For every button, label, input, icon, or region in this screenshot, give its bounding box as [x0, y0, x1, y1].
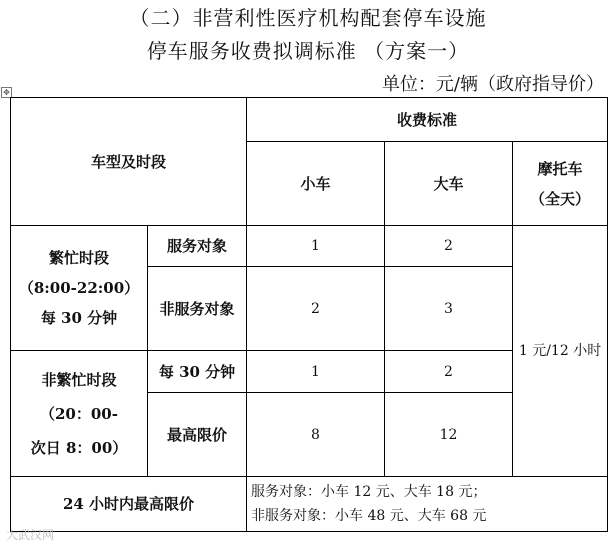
non-busy-cap-label: 最高限价 [148, 393, 247, 477]
non-busy-per30-label: 每 30 分钟 [148, 351, 247, 393]
non-busy-cap-large: 12 [385, 393, 513, 477]
non-busy-period-label: 非繁忙时段 [41, 370, 117, 389]
unit-note: 单位：元/辆（政府指导价） [381, 74, 604, 95]
non-busy-per30-small: 1 [247, 351, 385, 393]
non-busy-cap-small: 8 [247, 393, 385, 477]
non-busy-hours-line2: 次日 8：00） [30, 438, 128, 457]
non-busy-period-cell [11, 351, 148, 477]
watermark: 大武汉网 [6, 528, 55, 542]
fee-table [10, 97, 608, 532]
busy-period-label: 繁忙时段 [48, 249, 109, 267]
busy-non-service-label: 非服务对象 [148, 267, 247, 351]
non-busy-hours-line1: （20：00- [40, 404, 118, 423]
motorcycle-label: 摩托车 [537, 159, 583, 178]
cap-24h-service: 服务对象：小车 12 元、大车 18 元； [251, 484, 487, 500]
cap-24h-label: 24 小时内最高限价 [11, 477, 247, 532]
non-busy-per30-large: 2 [385, 351, 513, 393]
busy-service-small: 1 [247, 226, 385, 267]
busy-period-hours: （8:00-22:00） [18, 279, 140, 297]
motorcycle-all-day: （全天） [530, 189, 591, 208]
header-type-time: 车型及时段 [11, 98, 247, 226]
cap-24h-detail [247, 477, 608, 532]
header-motorcycle [513, 142, 608, 226]
document-title: （二）非营利性医疗机构配套停车设施 [129, 6, 487, 30]
busy-service-large: 2 [385, 226, 513, 267]
busy-period-unit: 每 30 分钟 [40, 309, 118, 327]
motorcycle-fee: 1 元/12 小时 [513, 226, 608, 477]
document-subtitle: 停车服务收费拟调标准 （方案一） [146, 39, 470, 63]
busy-period-cell [11, 226, 148, 351]
table-move-handle-icon[interactable]: ✥ [1, 87, 12, 98]
header-small-car: 小车 [247, 142, 385, 226]
header-large-car: 大车 [385, 142, 513, 226]
busy-non-service-large: 3 [385, 267, 513, 351]
busy-service-label: 服务对象 [148, 226, 247, 267]
busy-non-service-small: 2 [247, 267, 385, 351]
header-fee-standard: 收费标准 [247, 98, 608, 142]
cap-24h-non-service: 非服务对象：小车 48 元、大车 68 元 [251, 508, 487, 524]
